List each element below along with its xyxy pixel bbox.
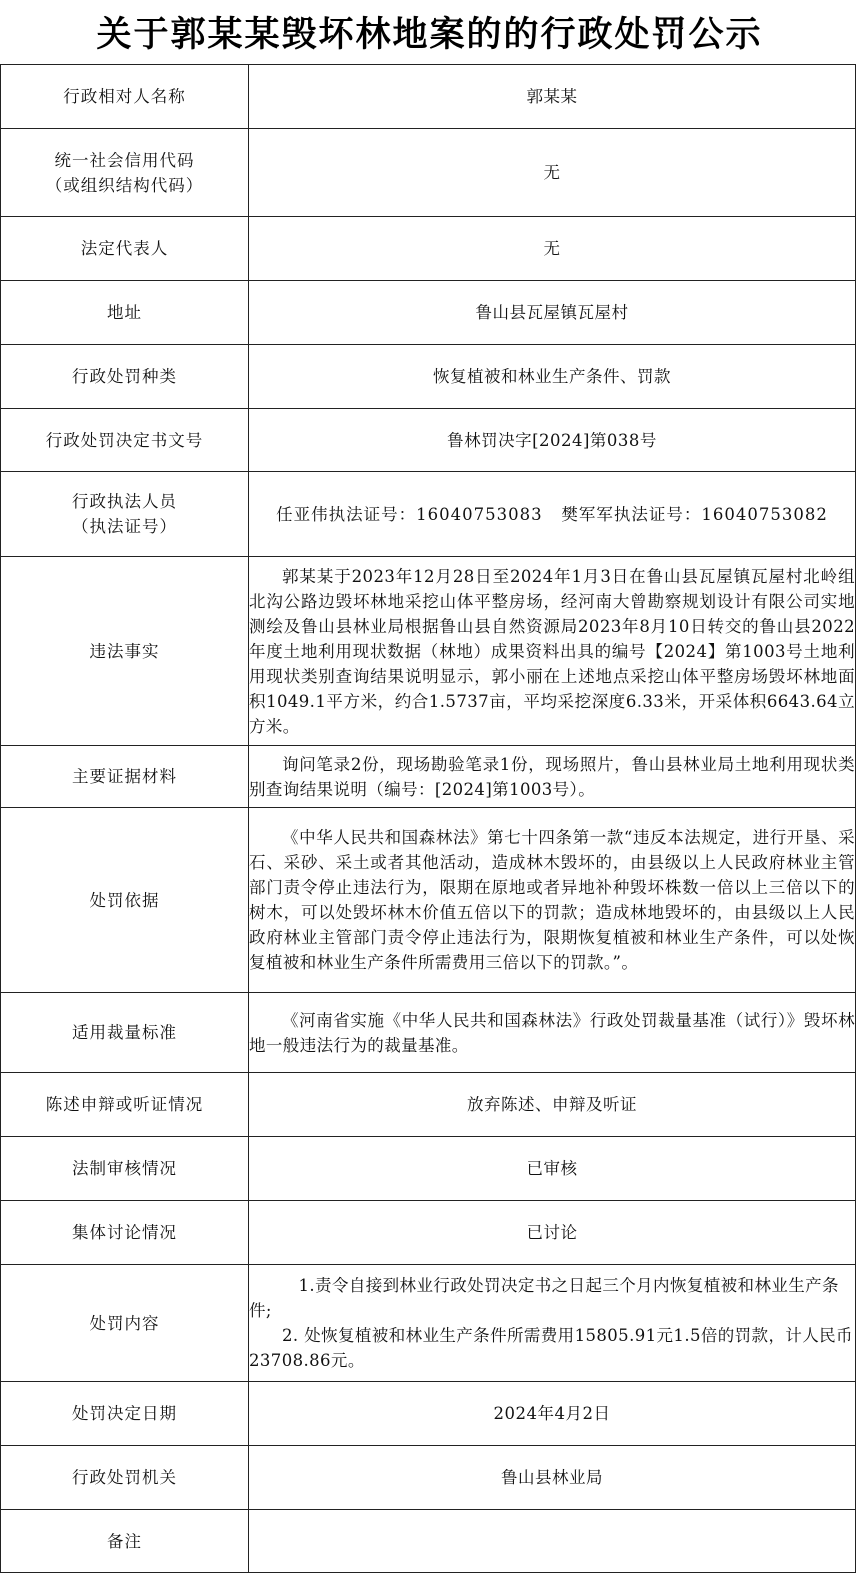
table-row [1, 472, 856, 557]
row-label: 行政处罚机关 [1, 1446, 249, 1510]
row-value [249, 1265, 856, 1382]
table-row [1, 557, 856, 746]
row-label [1, 129, 249, 217]
table-row [1, 217, 856, 281]
row-value: 询问笔录2份，现场勘验笔录1份，现场照片，鲁山县林业局土地利用现状类别查询结果说明（编号：[2024]第1003号）。 [249, 746, 856, 808]
row-value: 《河南省实施《中华人民共和国森林法》行政处罚裁量基准（试行）》毁坏林地一般违法行为的裁量基准。 [249, 993, 856, 1073]
row-value: 已审核 [249, 1137, 856, 1201]
row-label: 处罚决定日期 [1, 1382, 249, 1446]
row-value: 鲁山县瓦屋镇瓦屋村 [249, 281, 856, 345]
row-label-line: 统一社会信用代码 [54, 150, 195, 170]
row-value: 放弃陈述、申辩及听证 [249, 1073, 856, 1137]
row-value: 《中华人民共和国森林法》第七十四条第一款“违反本法规定，进行开垦、采石、采砂、采土或者其他活动，造成林木毁坏的，由县级以上人民政府林业主管部门责令停止违法行为，限期在原地或者异地补种毁坏株数一倍以上三倍以下的树木，可以处毁坏林木价值五倍以下的罚款；造成林地毁坏的，由县级以上人民政府林业主管部门责令停止违法行为，限期恢复植被和林业生产条件，可以处恢复植被和林业生产条件所需费用三倍以下的罚款。”。 [249, 808, 856, 993]
row-label: 适用裁量标准 [1, 993, 249, 1073]
table-row [1, 129, 856, 217]
table-row [1, 1265, 856, 1382]
row-label-line: （或组织结构代码） [45, 175, 204, 195]
row-value: 恢复植被和林业生产条件、罚款 [249, 345, 856, 409]
row-value: 鲁山县林业局 [249, 1446, 856, 1510]
row-label: 法制审核情况 [1, 1137, 249, 1201]
row-label: 处罚内容 [1, 1265, 249, 1382]
row-label [1, 472, 249, 557]
row-label: 行政处罚决定书文号 [1, 409, 249, 472]
row-value: 2024年4月2日 [249, 1382, 856, 1446]
row-label: 集体讨论情况 [1, 1201, 249, 1265]
row-value: 无 [249, 217, 856, 281]
row-value: 已讨论 [249, 1201, 856, 1265]
table-row [1, 281, 856, 345]
row-value: 鲁林罚决字[2024]第038号 [249, 409, 856, 472]
row-label: 处罚依据 [1, 808, 249, 993]
row-label: 行政处罚种类 [1, 345, 249, 409]
penalty-item-1: 1.责令自接到林业行政处罚决定书之日起三个月内恢复植被和林业生产条件; [249, 1276, 839, 1320]
table-row [1, 1201, 856, 1265]
penalty-table [0, 64, 856, 1573]
row-label-line: （执法证号） [72, 517, 177, 536]
row-label: 违法事实 [1, 557, 249, 746]
table-row [1, 345, 856, 409]
table-row [1, 409, 856, 472]
row-value: 任亚伟执法证号：16040753083 樊军军执法证号：16040753082 [249, 472, 856, 557]
table-row [1, 1382, 856, 1446]
row-label: 陈述申辩或听证情况 [1, 1073, 249, 1137]
table-row [1, 993, 856, 1073]
row-value: 郭某某 [249, 65, 856, 129]
row-value: 无 [249, 129, 856, 217]
row-label: 地址 [1, 281, 249, 345]
table-row [1, 808, 856, 993]
row-label: 行政相对人名称 [1, 65, 249, 129]
row-label-line: 行政执法人员 [72, 492, 177, 511]
row-label: 主要证据材料 [1, 746, 249, 808]
table-row [1, 1446, 856, 1510]
table-row [1, 1073, 856, 1137]
table-row [1, 1137, 856, 1201]
table-row [1, 65, 856, 129]
table-row [1, 1510, 856, 1573]
table-row [1, 746, 856, 808]
row-label: 备注 [1, 1510, 249, 1573]
row-value [249, 1510, 856, 1573]
penalty-item-2: 2. 处恢复植被和林业生产条件所需费用15805.91元1.5倍的罚款，计人民币23708.86元。 [249, 1326, 853, 1370]
document-title: 关于郭某某毁坏林地案的的行政处罚公示 [96, 15, 763, 55]
row-label: 法定代表人 [1, 217, 249, 281]
row-value: 郭某某于2023年12月28日至2024年1月3日在鲁山县瓦屋镇瓦屋村北岭组北沟公路边毁坏林地采挖山体平整房场，经河南大曾勘察规划设计有限公司实地测绘及鲁山县林业局根据鲁山县自然资源局2023年8月10日转交的鲁山县2022年度土地利用现状数据（林地）成果资料出具的编号【2024】第1003号土地利用现状类别查询结果说明显示，郭小丽在上述地点采挖山体平整房场毁坏林地面积1049.1平方米，约合1.5737亩，平均采挖深度6.33米，开采体积6643.64立方米。 [249, 557, 856, 746]
